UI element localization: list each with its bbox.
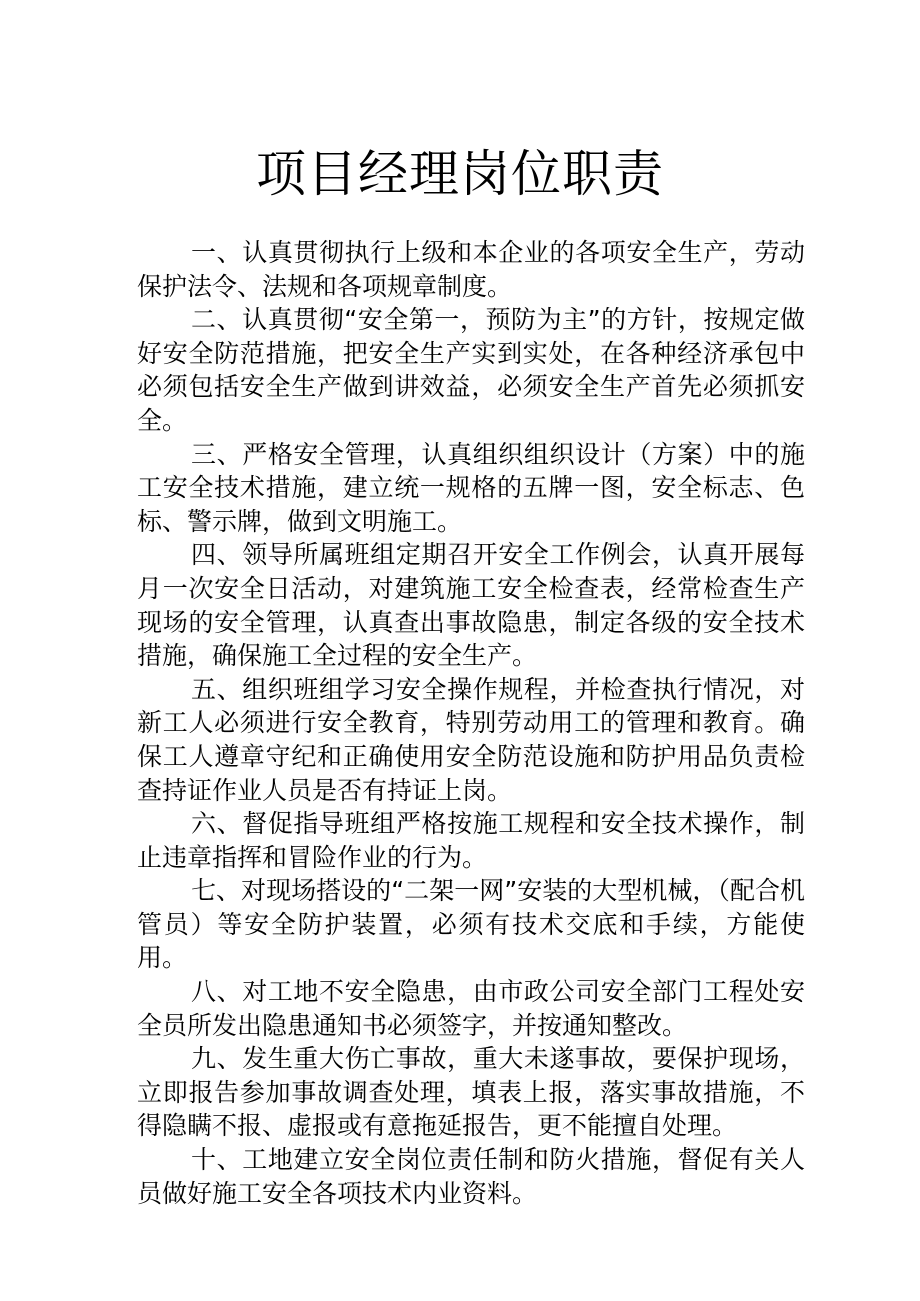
duty-item-7: 七、对现场搭设的“二架一网”安装的大型机械，（配合机管员）等安全防护装置，必须有技术交底和手续，方能使用。 xyxy=(137,876,805,973)
duty-item-10: 十、工地建立安全岗位责任制和防火措施，督促有关人员做好施工安全各项技术内业资料。 xyxy=(137,1145,805,1208)
duty-item-9: 九、发生重大伤亡事故，重大未遂事故，要保护现场，立即报告参加事故调查处理，填表上报，落实事故措施，不得隐瞒不报、虚报或有意拖延报告，更不能擅自处理。 xyxy=(137,1044,805,1141)
duty-item-4: 四、领导所属班组定期召开安全工作例会，认真开展每月一次安全日活动，对建筑施工安全检查表，经常检查生产现场的安全管理，认真查出事故隐患，制定各级的安全技术措施，确保施工全过程的安全生产。 xyxy=(137,540,805,671)
duty-item-3: 三、严格安全管理，认真组织组织设计（方案）中的施工安全技术措施，建立统一规格的五牌一图，安全标志、色标、警示牌，做到文明施工。 xyxy=(137,439,805,536)
duty-item-6: 六、督促指导班组严格按施工规程和安全技术操作，制止违章指挥和冒险作业的行为。 xyxy=(137,809,805,872)
duty-item-8: 八、对工地不安全隐患，由市政公司安全部门工程处安全员所发出隐患通知书必须签字，并按通知整改。 xyxy=(137,977,805,1040)
duty-item-2: 二、认真贯彻“安全第一，预防为主”的方针，按规定做好安全防范措施，把安全生产实到实处，在各种经济承包中必须包括安全生产做到讲效益，必须安全生产首先必须抓安全。 xyxy=(137,305,805,435)
duty-item-1: 一、认真贯彻执行上级和本企业的各项安全生产，劳动保护法令、法规和各项规章制度。 xyxy=(137,238,805,301)
duty-item-5: 五、组织班组学习安全操作规程，并检查执行情况，对新工人必须进行安全教育，特别劳动用工的管理和教育。确保工人遵章守纪和正确使用安全防范设施和防护用品负责检查持证作业人员是否有持证上岗。 xyxy=(137,674,805,805)
document-title: 项目经理岗位职责 xyxy=(256,145,664,203)
document-body xyxy=(137,236,805,1210)
